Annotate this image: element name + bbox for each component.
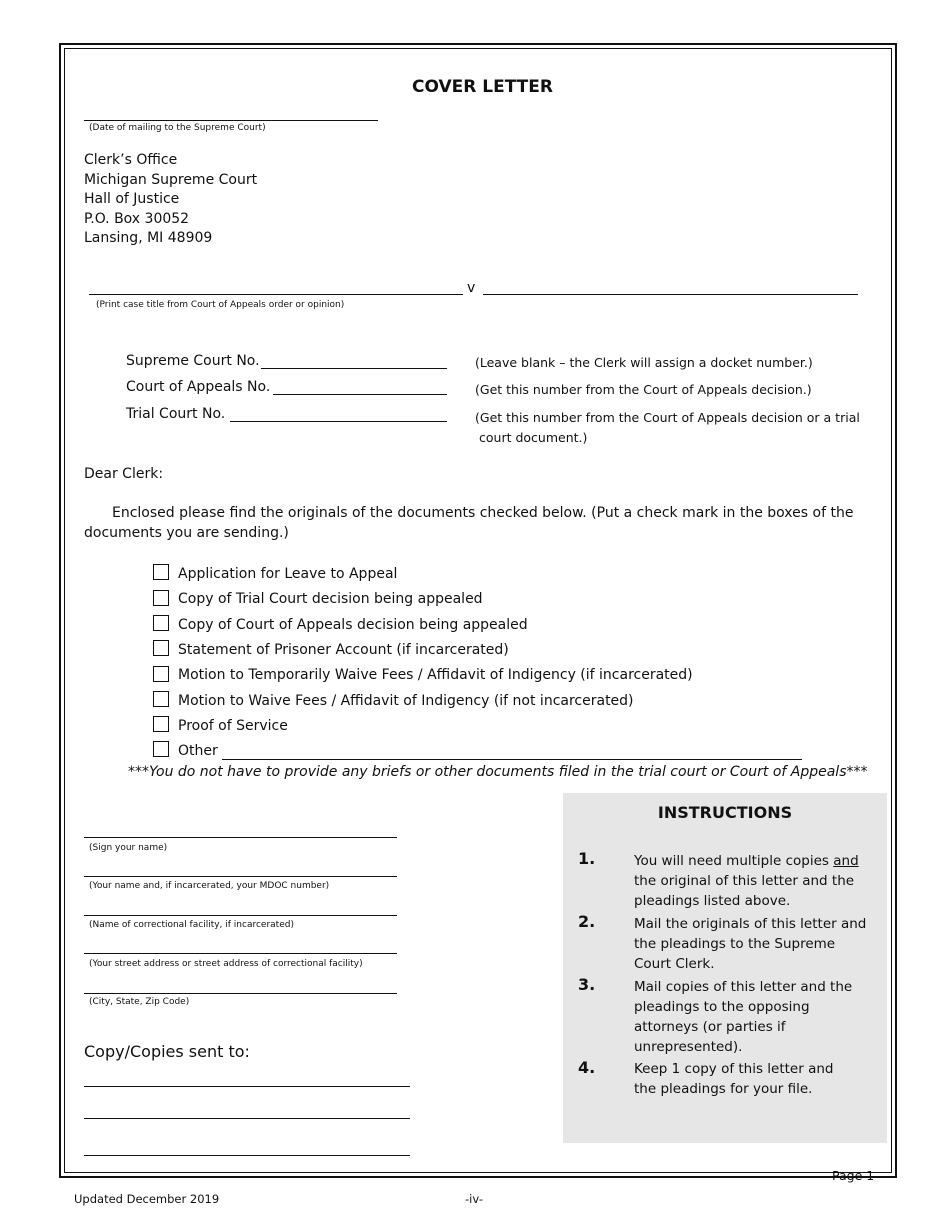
address-line: Clerk’s Office — [84, 152, 178, 168]
checkbox-application[interactable] — [153, 564, 169, 580]
instruction-text: Mail the originals of this letter and the pleadings to the Supreme Court Clerk. — [634, 916, 867, 972]
facility-line[interactable] — [84, 915, 397, 916]
instruction-text: Keep 1 copy of this letter and the pleadings for your file. — [634, 1061, 834, 1097]
address-line: Hall of Justice — [84, 191, 180, 208]
documents-note: ***You do not have to provide any briefs or other documents filed in the trial court or Court of Appeals*** — [128, 764, 868, 780]
checkbox-other[interactable] — [153, 741, 169, 757]
date-caption: (Date of mailing to the Supreme Court) — [89, 123, 266, 133]
instruction-number: 3. — [578, 975, 596, 994]
body-text: Enclosed please find the originals of the documents checked below. (Put a check mark in the boxes of the — [112, 505, 854, 521]
instructions-title: INSTRUCTIONS — [657, 803, 793, 822]
trial-court-no-note-cont: court document.) — [479, 430, 588, 445]
case-title-versus: v — [467, 280, 476, 296]
checkbox-proof-of-service[interactable] — [153, 716, 169, 732]
clerk-address — [84, 151, 257, 249]
checkbox-label: Proof of Service — [178, 718, 288, 734]
checkbox-label: Motion to Temporarily Waive Fees / Affidavit of Indigency (if incarcerated) — [178, 667, 693, 683]
copies-label: Copy/Copies sent to: — [84, 1042, 250, 1061]
checkbox-court-of-appeals-decision[interactable] — [153, 615, 169, 631]
signature-caption: (Sign your name) — [89, 843, 168, 853]
checkbox-label: Copy of Trial Court decision being appealed — [178, 591, 483, 607]
checkbox-label: Statement of Prisoner Account (if incarcerated) — [178, 642, 509, 658]
trial-court-no-field[interactable] — [230, 421, 447, 422]
body-text-cont: documents you are sending.) — [84, 525, 289, 541]
instruction-number: 4. — [578, 1058, 596, 1077]
instruction-number: 2. — [578, 912, 596, 931]
checkbox-prisoner-account[interactable] — [153, 640, 169, 656]
checkbox-label: Application for Leave to Appeal — [178, 566, 398, 582]
supreme-court-no-note: (Leave blank – the Clerk will assign a docket number.) — [475, 355, 813, 370]
form-title: COVER LETTER — [412, 77, 553, 97]
checkbox-label: Copy of Court of Appeals decision being appealed — [178, 617, 528, 633]
instruction-number: 1. — [578, 849, 596, 868]
checkbox-label: Motion to Waive Fees / Affidavit of Indigency (if not incarcerated) — [178, 693, 634, 709]
copies-line[interactable] — [84, 1086, 410, 1087]
name-caption: (Your name and, if incarcerated, your MDOC number) — [89, 881, 330, 891]
case-title-caption: (Print case title from Court of Appeals order or opinion) — [96, 300, 345, 310]
greeting: Dear Clerk: — [84, 466, 164, 482]
checkbox-waive-fees-not-incarcerated[interactable] — [153, 691, 169, 707]
trial-court-no-note: (Get this number from the Court of Appeals decision or a trial — [475, 410, 860, 425]
page-number: Page 1 — [832, 1168, 875, 1183]
copies-line[interactable] — [84, 1118, 410, 1119]
signature-line[interactable] — [84, 837, 397, 838]
city-state-zip-line[interactable] — [84, 993, 397, 994]
checkbox-trial-court-decision[interactable] — [153, 590, 169, 606]
name-line[interactable] — [84, 876, 397, 877]
court-of-appeals-no-note: (Get this number from the Court of Appeals decision.) — [475, 382, 812, 397]
supreme-court-no-field[interactable] — [261, 368, 447, 369]
supreme-court-no-label: Supreme Court No. — [126, 353, 260, 369]
footer-page-roman: -iv- — [465, 1192, 483, 1206]
footer-updated-date: Updated December 2019 — [74, 1192, 220, 1206]
instruction-text: You will need multiple copies and the original of this letter and the pleadings listed above. — [634, 853, 859, 909]
street-address-line[interactable] — [84, 953, 397, 954]
street-address-caption: (Your street address or street address of correctional facility) — [89, 959, 363, 969]
city-state-zip-caption: (City, State, Zip Code) — [89, 997, 190, 1007]
court-of-appeals-no-label: Court of Appeals No. — [126, 379, 271, 395]
facility-caption: (Name of correctional facility, if incarcerated) — [89, 920, 294, 930]
address-line: Michigan Supreme Court — [84, 171, 258, 188]
date-line[interactable] — [84, 120, 378, 121]
address-line: P.O. Box 30052 — [84, 210, 190, 227]
court-of-appeals-no-field[interactable] — [273, 394, 447, 395]
copies-line[interactable] — [84, 1155, 410, 1156]
instruction-text: Mail copies of this letter and the pleadings to the opposing attorneys (or parties if unrepresented). — [634, 979, 853, 1055]
address-line: Lansing, MI 48909 — [84, 230, 213, 247]
checkbox-label: Other — [178, 743, 218, 759]
case-title-plaintiff-line[interactable] — [89, 294, 463, 295]
other-field[interactable] — [222, 759, 802, 760]
case-title-defendant-line[interactable] — [483, 294, 858, 295]
trial-court-no-label: Trial Court No. — [126, 406, 226, 422]
checkbox-waive-fees-incarcerated[interactable] — [153, 666, 169, 682]
